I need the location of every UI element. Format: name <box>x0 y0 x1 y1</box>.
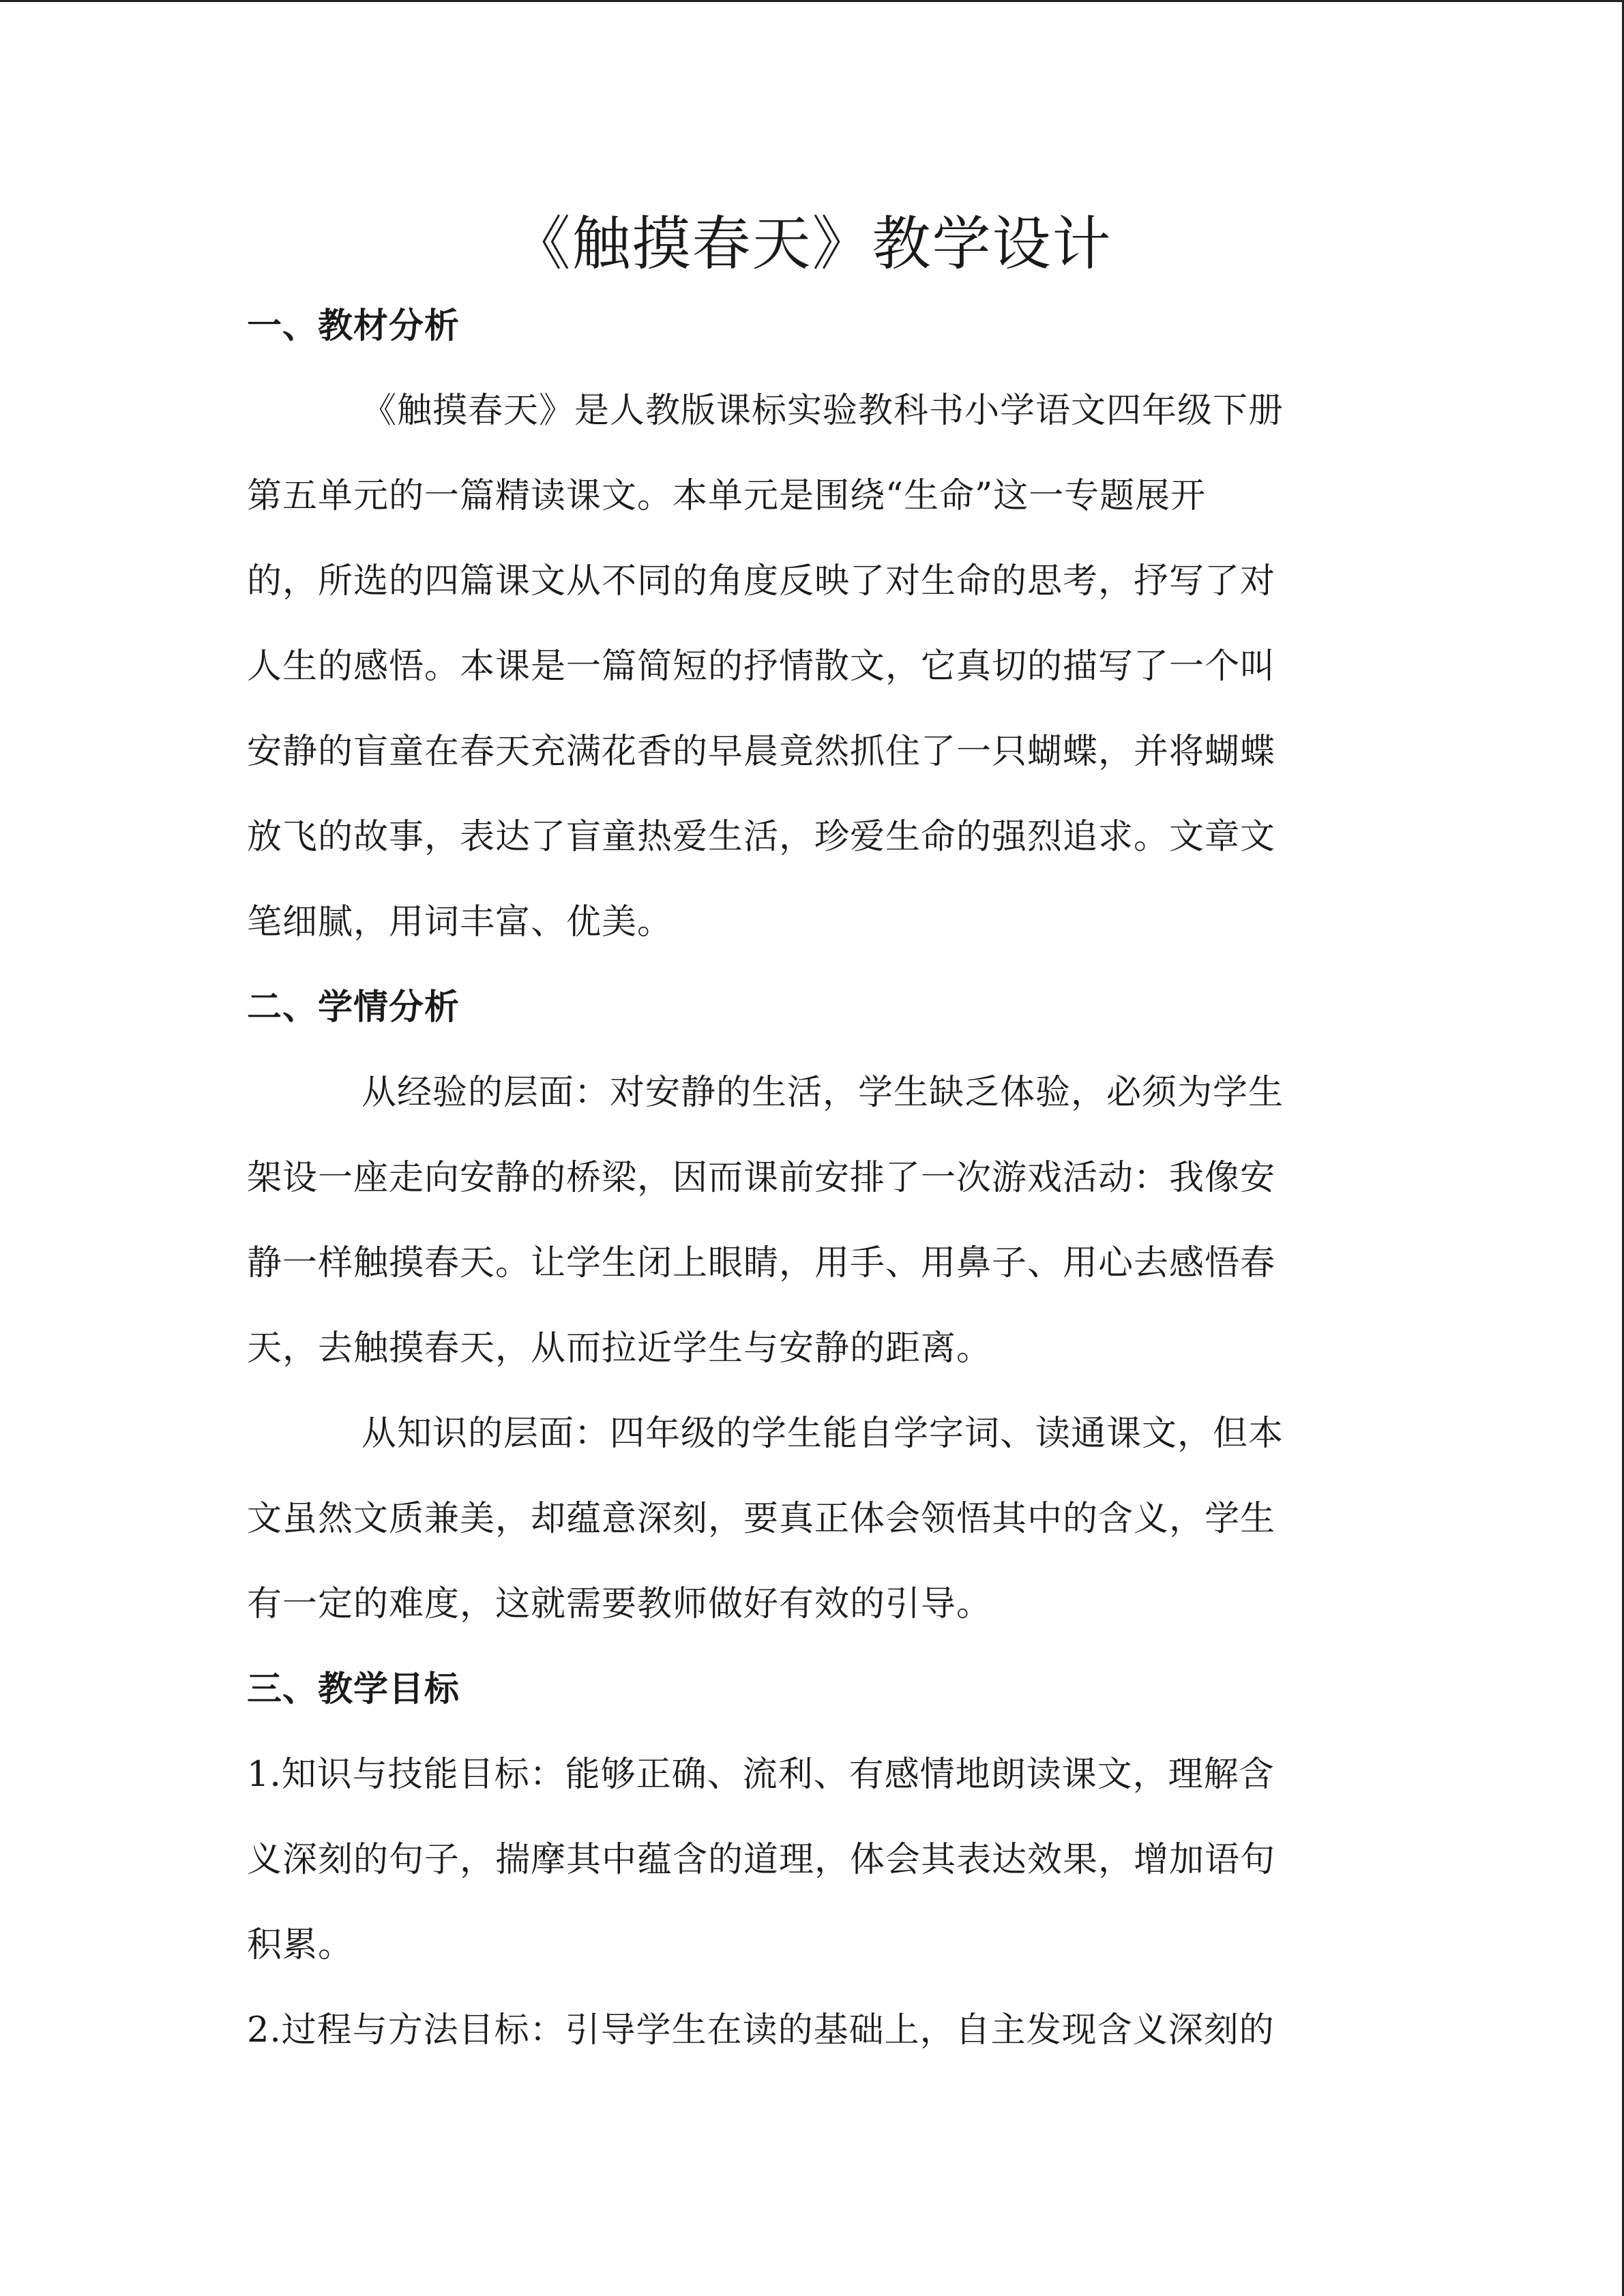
section-heading-textbook-analysis: 一、教材分析 <box>247 306 460 346</box>
paragraph-line: 架设一座走向安静的桥梁，因而课前安排了一次游戏活动：我像安 <box>247 1158 1276 1198</box>
paragraph-line: 有一定的难度，这就需要教师做好有效的引导。 <box>247 1584 992 1624</box>
paragraph-line: 2.过程与方法目标：引导学生在读的基础上，自主发现含义深刻的 <box>247 2010 1275 2051</box>
paragraph-line: 文虽然文质兼美，却蕴意深刻，要真正体会领悟其中的含义，学生 <box>247 1499 1276 1539</box>
paragraph-line: 1.知识与技能目标：能够正确、流利、有感情地朗读课文，理解含 <box>247 1755 1275 1795</box>
section-heading-teaching-objectives: 三、教学目标 <box>247 1669 460 1710</box>
document-title: 《触摸春天》教学设计 <box>512 210 1112 278</box>
paragraph-line: 笔细腻，用词丰富、优美。 <box>247 902 673 942</box>
section-heading-learner-analysis: 二、学情分析 <box>247 987 460 1028</box>
paragraph-line: 放飞的故事，表达了盲童热爱生活，珍爱生命的强烈追求。文章文 <box>247 817 1276 857</box>
paragraph-line: 的，所选的四篇课文从不同的角度反映了对生命的思考，抒写了对 <box>247 561 1276 601</box>
paragraph-line: 静一样触摸春天。让学生闭上眼睛，用手、用鼻子、用心去感悟春 <box>247 1243 1276 1283</box>
paragraph-line: 第五单元的一篇精读课文。本单元是围绕“生命”这一专题展开 <box>247 476 1207 516</box>
paragraph-line: 从经验的层面：对安静的生活，学生缺乏体验，必须为学生 <box>361 1073 1284 1113</box>
paragraph-line: 从知识的层面：四年级的学生能自学字词、读通课文，但本 <box>361 1414 1284 1454</box>
paragraph-line: 义深刻的句子，揣摩其中蕴含的道理，体会其表达效果，增加语句 <box>247 1840 1276 1880</box>
paragraph-line: 《触摸春天》是人教版课标实验教科书小学语文四年级下册 <box>361 391 1284 431</box>
paragraph-line: 安静的盲童在春天充满花香的早晨竟然抓住了一只蝴蝶，并将蝴蝶 <box>247 732 1276 772</box>
paragraph-line: 积累。 <box>247 1925 354 1965</box>
paragraph-line: 人生的感悟。本课是一篇简短的抒情散文，它真切的描写了一个叫 <box>247 646 1276 687</box>
paragraph-line: 天，去触摸春天，从而拉近学生与安静的距离。 <box>247 1328 992 1369</box>
